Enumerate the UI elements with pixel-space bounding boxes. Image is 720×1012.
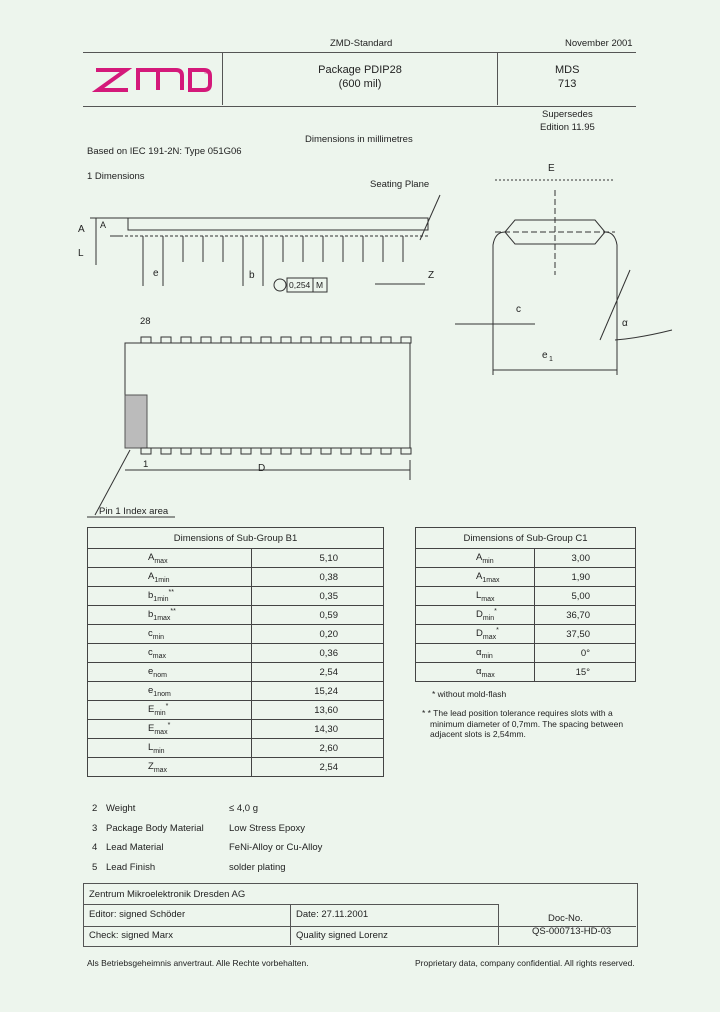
dimension-value: 15° bbox=[535, 663, 636, 682]
dim-b: b bbox=[249, 270, 255, 281]
dimension-value: 0,20 bbox=[252, 625, 384, 644]
property-num: 5 bbox=[92, 861, 98, 873]
dimension-value: 2,60 bbox=[252, 739, 384, 758]
dimension-value: 0,38 bbox=[252, 568, 384, 587]
table-row bbox=[88, 587, 384, 606]
tolerance-symbol: M bbox=[316, 280, 324, 290]
pin1-index-label: Pin 1 Index area bbox=[99, 506, 169, 517]
property-num: 4 bbox=[92, 842, 98, 853]
dimension-value: 2,54 bbox=[252, 663, 384, 682]
property-label: Lead Finish bbox=[106, 861, 156, 873]
mds-label: MDS bbox=[555, 64, 580, 76]
dim-e1: e bbox=[542, 350, 548, 361]
dimension-symbol: $b_{1min}^{**}$ bbox=[88, 587, 252, 606]
dimension-value: 3,00 bbox=[535, 549, 636, 568]
footer-editor: Editor: signed Schöder bbox=[89, 909, 186, 920]
footer-right-note: Proprietary data, company confidential. All rights reserved. bbox=[415, 958, 635, 968]
dim-A: A bbox=[78, 224, 85, 235]
property-num: 2 bbox=[92, 803, 98, 814]
dimension-symbol: $c_{min}$ bbox=[88, 625, 252, 644]
note-double-star-3: adjacent slots is 2,54mm. bbox=[430, 729, 526, 739]
property-label: Weight bbox=[106, 803, 136, 814]
footer-doc-number: QS-000713-HD-03 bbox=[532, 926, 612, 937]
dimension-value: 0,35 bbox=[252, 587, 384, 606]
dimension-symbol: $e_{nom}$ bbox=[88, 663, 252, 682]
dimension-symbol: $Z_{max}$ bbox=[88, 758, 252, 777]
table-row bbox=[416, 644, 636, 663]
dimension-symbol: $E_{min}^*$ bbox=[88, 701, 252, 720]
property-label: Package Body Material bbox=[106, 822, 204, 834]
table-sub-group-c1 bbox=[415, 527, 636, 682]
pin-1-label: 1 bbox=[143, 459, 149, 470]
dimension-symbol: $L_{min}$ bbox=[88, 739, 252, 758]
table-sub-group-b1 bbox=[87, 527, 384, 777]
dimension-symbol: $A_{max}$ bbox=[88, 549, 252, 568]
table-row bbox=[88, 625, 384, 644]
dim-e: e bbox=[153, 268, 159, 279]
footer-date: Date: 27.11.2001 bbox=[296, 909, 369, 920]
footer-company: Zentrum Mikroelektronik Dresden AG bbox=[89, 889, 246, 900]
table-row bbox=[88, 682, 384, 701]
table-row bbox=[88, 549, 384, 568]
based-on: Based on IEC 191-2N: Type 051G06 bbox=[87, 146, 242, 157]
dimension-value: 0° bbox=[535, 644, 636, 663]
footer-check: Check: signed Marx bbox=[89, 930, 173, 941]
table-row bbox=[88, 568, 384, 587]
dimension-symbol: $A_{1min}$ bbox=[88, 568, 252, 587]
dimension-value: 2,54 bbox=[252, 758, 384, 777]
dimension-symbol: $c_{max}$ bbox=[88, 644, 252, 663]
property-value: solder plating bbox=[229, 861, 286, 873]
dimension-value: 15,24 bbox=[252, 682, 384, 701]
table-row bbox=[88, 606, 384, 625]
dimension-symbol: $A_{1max}$ bbox=[416, 568, 535, 587]
dimension-value: 0,36 bbox=[252, 644, 384, 663]
table-row bbox=[416, 663, 636, 682]
table-row bbox=[416, 587, 636, 606]
dim-e1-sub: 1 bbox=[549, 356, 553, 363]
table-row bbox=[88, 720, 384, 739]
table-row bbox=[88, 663, 384, 682]
table-row bbox=[88, 758, 384, 777]
section-1-title: 1 Dimensions bbox=[87, 171, 145, 182]
dim-E: E bbox=[548, 163, 555, 174]
dimension-value: 36,70 bbox=[535, 606, 636, 625]
dim-alpha: α bbox=[622, 318, 628, 329]
note-double-star-2: minimum diameter of 0,7mm. The spacing between bbox=[430, 719, 624, 729]
header-date: November 2001 bbox=[565, 38, 633, 49]
property-label: Lead Material bbox=[106, 842, 164, 853]
standard-label: ZMD-Standard bbox=[330, 38, 393, 49]
table-row bbox=[416, 625, 636, 644]
dimension-value: 0,59 bbox=[252, 606, 384, 625]
dimensions-note: Dimensions in millimetres bbox=[305, 134, 413, 145]
dimension-value: 1,90 bbox=[535, 568, 636, 587]
dimension-symbol: $b_{1max}^{**}$ bbox=[88, 606, 252, 625]
footer-doc-label: Doc-No. bbox=[548, 913, 583, 924]
dimension-value: 5,10 bbox=[252, 549, 384, 568]
table-row bbox=[88, 644, 384, 663]
package-title: Package PDIP28 bbox=[318, 64, 402, 76]
package-subtitle: (600 mil) bbox=[338, 78, 382, 90]
dimension-value: 37,50 bbox=[535, 625, 636, 644]
dim-L: L bbox=[78, 248, 84, 259]
dim-Z: Z bbox=[428, 270, 435, 281]
property-value: Low Stress Epoxy bbox=[229, 822, 306, 834]
dim-D: D bbox=[258, 463, 266, 474]
mds-number: 713 bbox=[558, 78, 577, 90]
dimension-symbol: $D_{max}^*$ bbox=[416, 625, 535, 644]
dim-c: c bbox=[516, 304, 521, 315]
dim-A1: A bbox=[100, 220, 107, 230]
edition-label: Edition 11.95 bbox=[540, 122, 595, 133]
table-row bbox=[416, 568, 636, 587]
property-value: ≤ 4,0 g bbox=[229, 803, 258, 814]
dimension-symbol: $D_{min}^*$ bbox=[416, 606, 535, 625]
table-row bbox=[88, 739, 384, 758]
dimension-value: 13,60 bbox=[252, 701, 384, 720]
dimension-symbol: $\alpha_{max}$ bbox=[416, 663, 535, 682]
property-value: FeNi-Alloy or Cu-Alloy bbox=[229, 842, 323, 853]
table-c1-title: Dimensions of Sub-Group C1 bbox=[416, 528, 636, 549]
dimension-value: 14,30 bbox=[252, 720, 384, 739]
dimension-symbol: $e_{1nom}$ bbox=[88, 682, 252, 701]
dimension-symbol: $E_{max}^*$ bbox=[88, 720, 252, 739]
dimension-symbol: $A_{min}$ bbox=[416, 549, 535, 568]
table-row bbox=[416, 606, 636, 625]
seating-plane-label: Seating Plane bbox=[370, 179, 430, 190]
table-b1-title: Dimensions of Sub-Group B1 bbox=[88, 528, 384, 549]
dimension-symbol: $L_{max}$ bbox=[416, 587, 535, 606]
dimension-value: 5,00 bbox=[535, 587, 636, 606]
footer-quality: Quality signed Lorenz bbox=[296, 930, 388, 941]
tolerance-value: 0,254 bbox=[289, 280, 311, 290]
table-row bbox=[88, 701, 384, 720]
property-num: 3 bbox=[92, 822, 98, 834]
pin-28-label: 28 bbox=[140, 316, 151, 327]
table-row bbox=[416, 549, 636, 568]
note-single-star: * without mold-flash bbox=[432, 689, 507, 699]
footer-left-note: Als Betriebsgeheimnis anvertraut. Alle Rechte vorbehalten. bbox=[87, 958, 309, 968]
svg-text:®: ® bbox=[204, 70, 208, 76]
supersedes-label: Supersedes bbox=[542, 109, 593, 120]
note-double-star-1: * * The lead position tolerance requires slots with a bbox=[422, 708, 613, 718]
dimension-symbol: $\alpha_{min}$ bbox=[416, 644, 535, 663]
